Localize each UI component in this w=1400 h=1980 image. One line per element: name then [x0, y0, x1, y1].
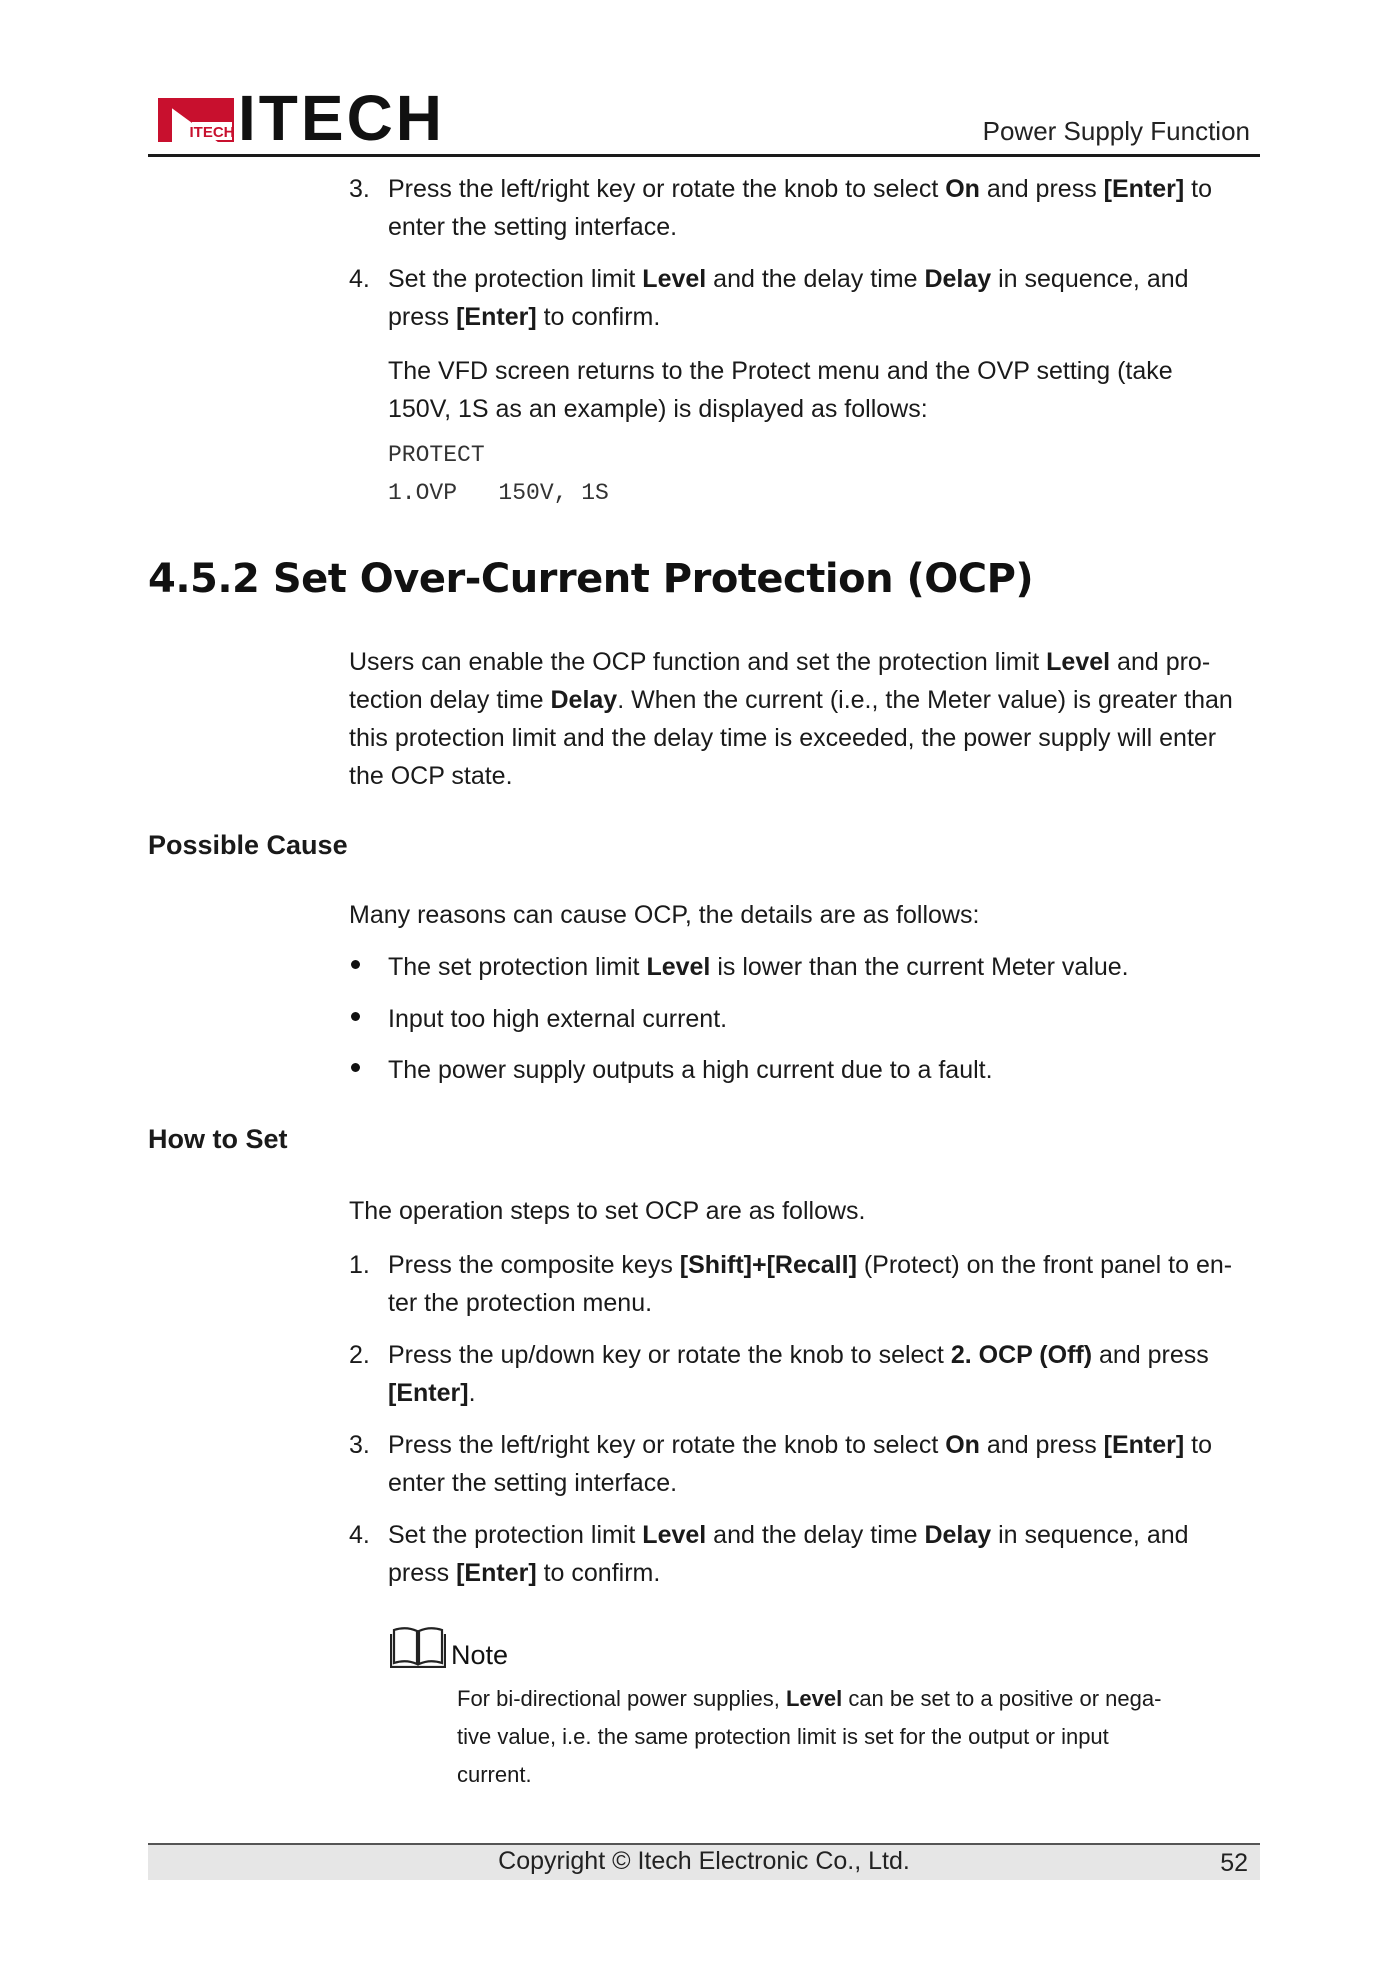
- intro-line-4: the OCP state.: [349, 762, 513, 790]
- note-line-2: tive value, i.e. the same protection limit is set for the output or input: [457, 1724, 1109, 1749]
- step-number: 1.: [349, 1251, 370, 1279]
- vfd-screen-line-1: PROTECT: [388, 442, 485, 468]
- set-step-4-line-2: press [Enter] to confirm.: [388, 1559, 661, 1587]
- note-label: Note: [451, 1640, 509, 1670]
- set-step-3-line-2: enter the setting interface.: [388, 1469, 678, 1497]
- section-heading: 4.5.2 Set Over-Current Protection (OCP): [148, 556, 1034, 602]
- note-line-3: current.: [457, 1762, 532, 1787]
- intro-line-3: this protection limit and the delay time is exceeded, the power supply will enter: [349, 724, 1217, 752]
- cause-bullet-3: The power supply outputs a high current due to a fault.: [388, 1056, 993, 1084]
- step-4-line-2: press [Enter] to confirm.: [388, 303, 661, 331]
- header-section-title: Power Supply Function: [982, 116, 1250, 146]
- set-step-3-line-1: Press the left/right key or rotate the knob to select On and press [Enter] to: [388, 1431, 1212, 1459]
- set-step-2-line-1: Press the up/down key or rotate the knob to select 2. OCP (Off) and press: [388, 1341, 1209, 1369]
- bullet-icon: [351, 1012, 360, 1021]
- step-number: 3.: [349, 1431, 370, 1459]
- set-step-4-line-1: Set the protection limit Level and the delay time Delay in sequence, and: [388, 1521, 1189, 1549]
- step-3-line-2: enter the setting interface.: [388, 213, 678, 241]
- step-number: 4.: [349, 265, 370, 293]
- how-to-set-heading: How to Set: [148, 1124, 288, 1154]
- footer-copyright: Copyright © Itech Electronic Co., Ltd.: [498, 1847, 910, 1875]
- logo-wordmark: ITECH: [238, 82, 445, 154]
- bullet-icon: [351, 1063, 360, 1072]
- vfd-screen-line-2: 1.OVP 150V, 1S: [388, 480, 609, 506]
- book-note-icon: [390, 1624, 446, 1668]
- intro-line-1: Users can enable the OCP function and set the protection limit Level and pro-: [349, 648, 1211, 676]
- itech-logo-mark-icon: [158, 98, 234, 142]
- cause-bullet-2: Input too high external current.: [388, 1005, 728, 1033]
- step-number: 2.: [349, 1341, 370, 1369]
- step-number: 3.: [349, 175, 370, 203]
- itech-logo: [158, 82, 445, 154]
- vfd-intro-line-2: 150V, 1S as an example) is displayed as follows:: [388, 395, 928, 423]
- step-4-line-1: Set the protection limit Level and the delay time Delay in sequence, and: [388, 265, 1189, 293]
- step-number: 4.: [349, 1521, 370, 1549]
- step-3-line-1: Press the left/right key or rotate the knob to select On and press [Enter] to: [388, 175, 1212, 203]
- page-number: 52: [1220, 1849, 1248, 1877]
- how-to-set-lead: The operation steps to set OCP are as follows.: [349, 1197, 866, 1225]
- intro-line-2: tection delay time Delay. When the current (i.e., the Meter value) is greater than: [349, 686, 1233, 714]
- set-step-1-line-1: Press the composite keys [Shift]+[Recall] (Protect) on the front panel to en-: [388, 1251, 1233, 1279]
- set-step-2-line-2: [Enter].: [388, 1379, 476, 1407]
- note-line-1: For bi-directional power supplies, Level can be set to a positive or nega-: [457, 1686, 1162, 1711]
- header-divider: [148, 154, 1260, 157]
- footer: [148, 1843, 1260, 1880]
- possible-cause-heading: Possible Cause: [148, 830, 348, 860]
- logo-mark-text: ITECH: [189, 124, 234, 141]
- vfd-intro-line-1: The VFD screen returns to the Protect menu and the OVP setting (take: [388, 357, 1173, 385]
- bullet-icon: [351, 960, 360, 969]
- set-step-1-line-2: ter the protection menu.: [388, 1289, 653, 1317]
- possible-cause-lead: Many reasons can cause OCP, the details are as follows:: [349, 901, 980, 929]
- cause-bullet-1: The set protection limit Level is lower than the current Meter value.: [388, 953, 1129, 981]
